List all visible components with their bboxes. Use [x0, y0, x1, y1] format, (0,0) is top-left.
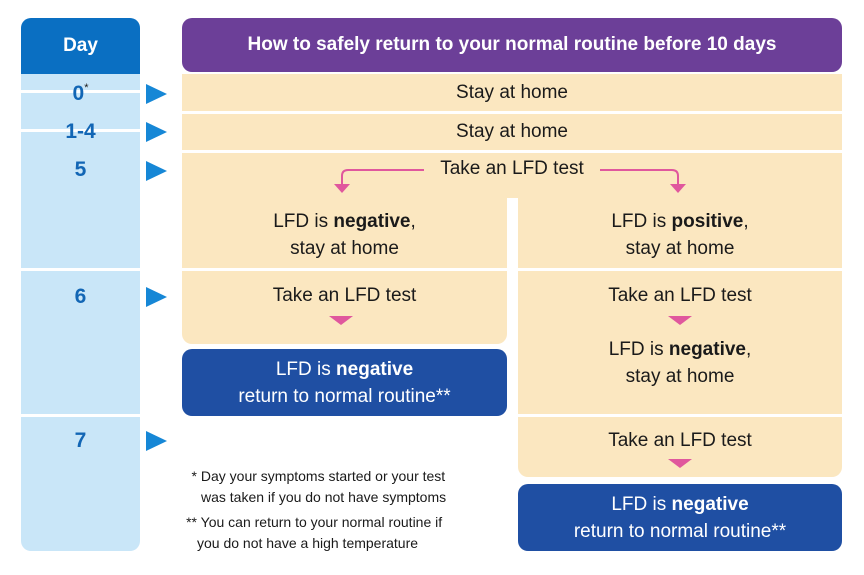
pink-arrow-icon — [668, 459, 692, 468]
divider — [21, 268, 140, 271]
footnote-marker: * — [84, 82, 89, 94]
pink-arrow-icon — [329, 316, 353, 325]
day-label-0: 0* — [72, 82, 89, 105]
day-label-6: 6 — [74, 285, 87, 308]
footnote-2: ** You can return to your normal routine if you do not have a high temperature — [186, 514, 443, 551]
footnote-1: * Day your symptoms started or your test was taken if you do not have symptoms — [191, 468, 447, 505]
day-label-7: 7 — [74, 429, 87, 452]
day-label-1-4: 1-4 — [65, 120, 96, 143]
left-final-result: LFD is negative return to normal routine** — [182, 349, 507, 416]
pink-arrow-icon — [668, 316, 692, 325]
right-day6-test: Take an LFD test — [608, 285, 752, 306]
play-arrow-icon — [146, 161, 167, 181]
divider — [518, 268, 842, 271]
day1-4-instruction: Stay at home — [456, 121, 568, 142]
play-arrow-icon — [146, 122, 167, 142]
right-final-result: LFD is negative return to normal routine** — [518, 484, 842, 551]
play-arrow-icon — [146, 431, 167, 451]
divider — [21, 414, 140, 417]
pink-arrow-icon — [330, 160, 700, 200]
right-result: LFD is positive, stay at home — [611, 211, 749, 259]
divider — [182, 268, 507, 271]
day-column — [21, 18, 140, 551]
day0-instruction: Stay at home — [456, 82, 568, 103]
left-day6-test: Take an LFD test — [272, 285, 417, 306]
right-day6-result: LFD is negative, stay at home — [608, 339, 752, 387]
day5-test: Take an LFD test — [440, 158, 584, 179]
right-day7-test: Take an LFD test — [608, 430, 752, 451]
play-arrow-icon — [146, 287, 167, 307]
page-title: How to safely return to your normal routine before 10 days — [182, 18, 842, 72]
divider — [182, 150, 842, 153]
divider — [518, 414, 842, 417]
play-arrow-icon — [146, 84, 167, 104]
left-result: LFD is negative, stay at home — [273, 211, 416, 259]
day-label-5: 5 — [74, 158, 87, 181]
divider — [182, 111, 842, 114]
day-header: Day — [21, 18, 140, 74]
